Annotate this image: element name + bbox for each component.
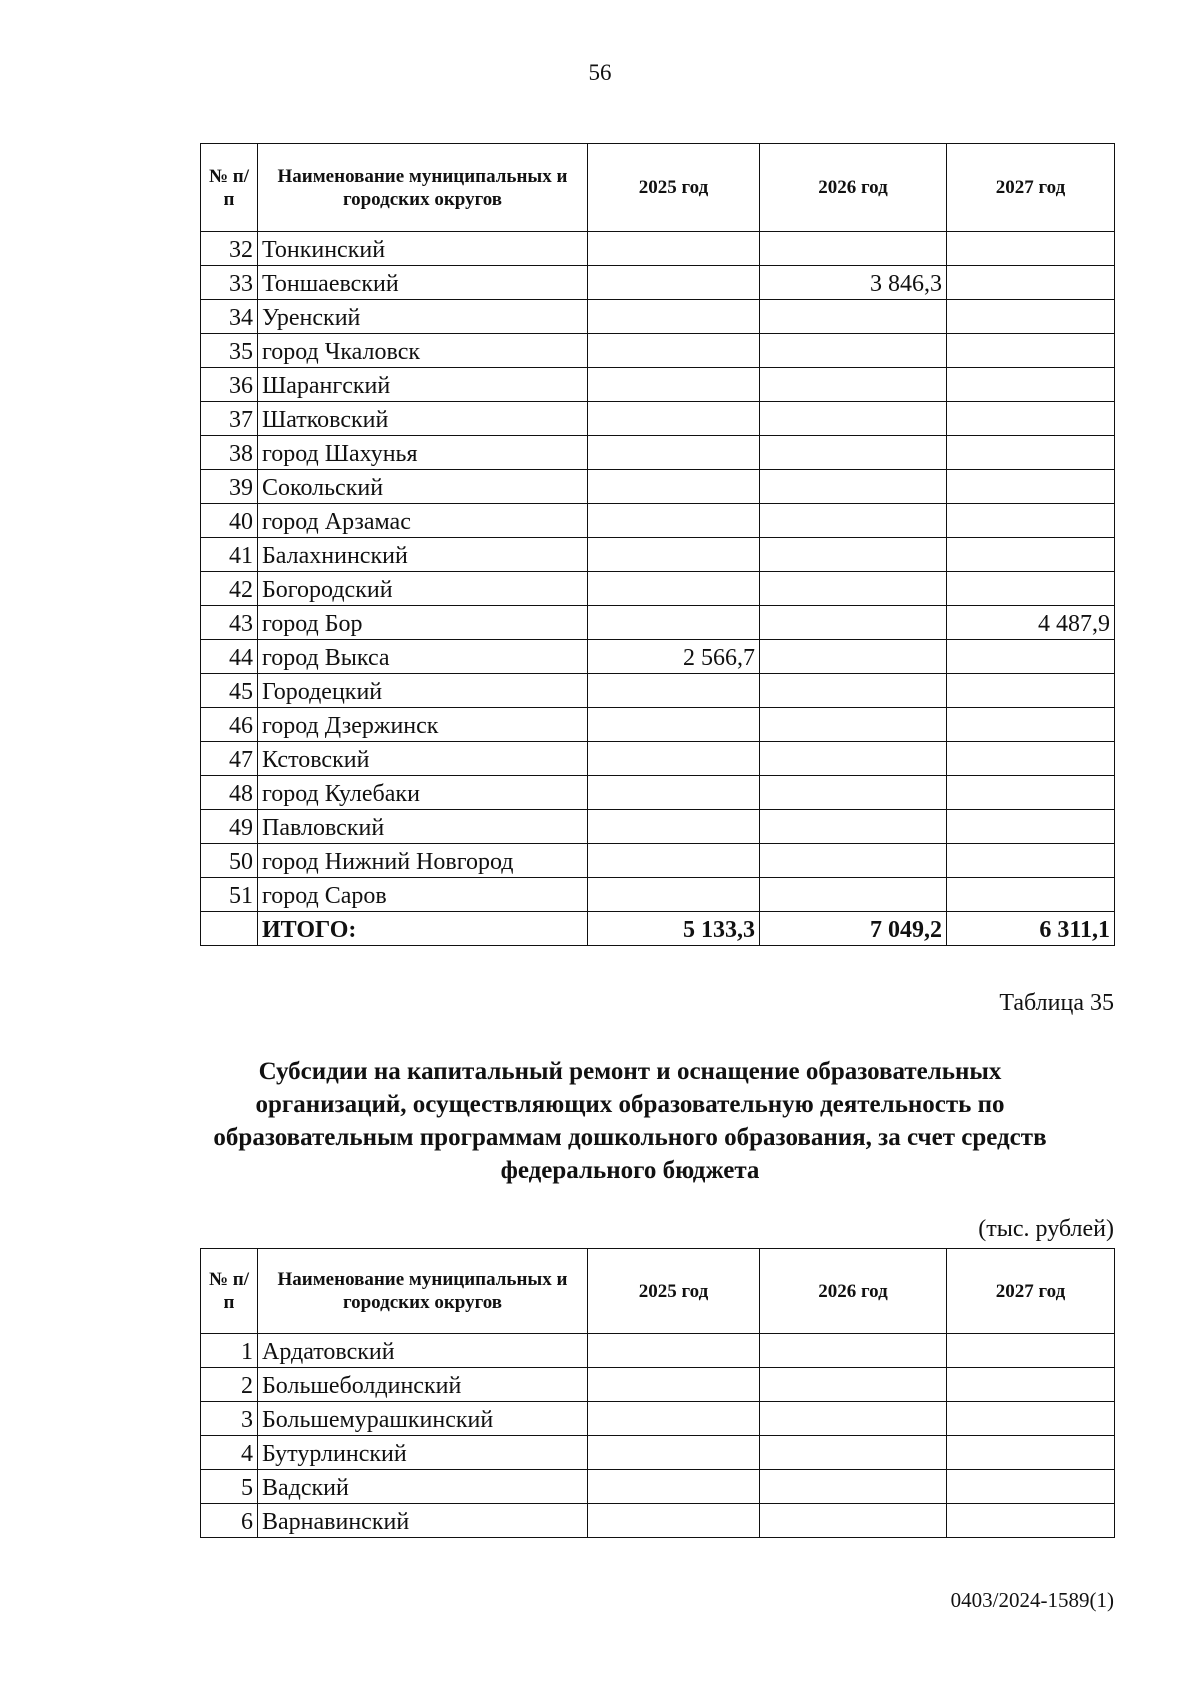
header-name: Наименование муниципальных и городских округов bbox=[258, 1249, 588, 1334]
value-2025 bbox=[588, 1334, 760, 1368]
value-2026 bbox=[760, 470, 947, 504]
header-2027: 2027 год bbox=[947, 1249, 1115, 1334]
value-2025 bbox=[588, 402, 760, 436]
table-row bbox=[201, 1368, 1115, 1402]
table-row bbox=[201, 572, 1115, 606]
value-2026 bbox=[760, 504, 947, 538]
district-name: Тонкинский bbox=[258, 232, 588, 266]
table-caption: Таблица 35 bbox=[999, 990, 1114, 1016]
table-row bbox=[201, 504, 1115, 538]
total-2026: 7 049,2 bbox=[760, 912, 947, 946]
value-2026 bbox=[760, 300, 947, 334]
value-2026 bbox=[760, 810, 947, 844]
row-number: 39 bbox=[201, 470, 258, 504]
header-2027: 2027 год bbox=[947, 144, 1115, 232]
total-2027: 6 311,1 bbox=[947, 912, 1115, 946]
value-2025 bbox=[588, 674, 760, 708]
value-2026 bbox=[760, 1436, 947, 1470]
district-name: город Нижний Новгород bbox=[258, 844, 588, 878]
header-num: № п/п bbox=[201, 1249, 258, 1334]
row-number: 6 bbox=[201, 1504, 258, 1538]
value-2026 bbox=[760, 674, 947, 708]
row-number: 45 bbox=[201, 674, 258, 708]
row-number: 47 bbox=[201, 742, 258, 776]
value-2027 bbox=[947, 1470, 1115, 1504]
row-number: 44 bbox=[201, 640, 258, 674]
value-2025 bbox=[588, 538, 760, 572]
row-number: 35 bbox=[201, 334, 258, 368]
value-2026 bbox=[760, 742, 947, 776]
value-2027 bbox=[947, 368, 1115, 402]
value-2025 bbox=[588, 1504, 760, 1538]
row-number: 37 bbox=[201, 402, 258, 436]
table-row bbox=[201, 1504, 1115, 1538]
value-2025 bbox=[588, 470, 760, 504]
value-2026 bbox=[760, 1334, 947, 1368]
page-number: 56 bbox=[588, 60, 612, 85]
value-2025 bbox=[588, 1402, 760, 1436]
header-2025: 2025 год bbox=[588, 1249, 760, 1334]
value-2027 bbox=[947, 742, 1115, 776]
value-2027 bbox=[947, 844, 1115, 878]
subsidy-table bbox=[200, 1248, 1115, 1538]
value-2026 bbox=[760, 844, 947, 878]
district-name: Кстовский bbox=[258, 742, 588, 776]
header-name: Наименование муниципальных и городских округов bbox=[258, 144, 588, 232]
value-2026 bbox=[760, 776, 947, 810]
total-row bbox=[201, 912, 1115, 946]
value-2026 bbox=[760, 640, 947, 674]
value-2025 bbox=[588, 266, 760, 300]
value-2025 bbox=[588, 708, 760, 742]
value-2027 bbox=[947, 640, 1115, 674]
value-2026 bbox=[760, 334, 947, 368]
row-number: 40 bbox=[201, 504, 258, 538]
table-row bbox=[201, 368, 1115, 402]
district-name: Сокольский bbox=[258, 470, 588, 504]
value-2027 bbox=[947, 776, 1115, 810]
value-2027 bbox=[947, 1504, 1115, 1538]
table-row bbox=[201, 640, 1115, 674]
table-row bbox=[201, 878, 1115, 912]
value-2025 bbox=[588, 504, 760, 538]
table-row bbox=[201, 266, 1115, 300]
row-number: 46 bbox=[201, 708, 258, 742]
unit-label: (тыс. рублей) bbox=[978, 1216, 1114, 1242]
table-row bbox=[201, 674, 1115, 708]
value-2027 bbox=[947, 266, 1115, 300]
district-name: Варнавинский bbox=[258, 1504, 588, 1538]
total-num-cell bbox=[201, 912, 258, 946]
value-2027 bbox=[947, 504, 1115, 538]
value-2026 bbox=[760, 1470, 947, 1504]
district-name: город Арзамас bbox=[258, 504, 588, 538]
table-row bbox=[201, 402, 1115, 436]
value-2027 bbox=[947, 402, 1115, 436]
value-2026 bbox=[760, 1504, 947, 1538]
row-number: 48 bbox=[201, 776, 258, 810]
value-2025 bbox=[588, 1470, 760, 1504]
row-number: 42 bbox=[201, 572, 258, 606]
district-name: Вадский bbox=[258, 1470, 588, 1504]
total-label: ИТОГО: bbox=[258, 912, 588, 946]
value-2025 bbox=[588, 232, 760, 266]
district-name: Уренский bbox=[258, 300, 588, 334]
header-2026: 2026 год bbox=[760, 1249, 947, 1334]
value-2025: 2 566,7 bbox=[588, 640, 760, 674]
table-row bbox=[201, 1402, 1115, 1436]
value-2025 bbox=[588, 436, 760, 470]
value-2025 bbox=[588, 776, 760, 810]
value-2026 bbox=[760, 606, 947, 640]
district-name: Большеболдинский bbox=[258, 1368, 588, 1402]
row-number: 5 bbox=[201, 1470, 258, 1504]
value-2027 bbox=[947, 1334, 1115, 1368]
row-number: 49 bbox=[201, 810, 258, 844]
table-row bbox=[201, 470, 1115, 504]
table-row bbox=[201, 810, 1115, 844]
value-2025 bbox=[588, 572, 760, 606]
value-2027 bbox=[947, 1368, 1115, 1402]
district-name: Шарангский bbox=[258, 368, 588, 402]
value-2025 bbox=[588, 334, 760, 368]
district-name: город Саров bbox=[258, 878, 588, 912]
table-row bbox=[201, 742, 1115, 776]
value-2027 bbox=[947, 1402, 1115, 1436]
value-2026 bbox=[760, 572, 947, 606]
table-row bbox=[201, 844, 1115, 878]
district-name: Шатковский bbox=[258, 402, 588, 436]
value-2026 bbox=[760, 1368, 947, 1402]
value-2026 bbox=[760, 538, 947, 572]
district-name: Ардатовский bbox=[258, 1334, 588, 1368]
value-2026 bbox=[760, 436, 947, 470]
table-row bbox=[201, 1436, 1115, 1470]
row-number: 4 bbox=[201, 1436, 258, 1470]
district-name: Тоншаевский bbox=[258, 266, 588, 300]
table-row bbox=[201, 708, 1115, 742]
value-2026: 3 846,3 bbox=[760, 266, 947, 300]
table-row bbox=[201, 1470, 1115, 1504]
value-2026 bbox=[760, 232, 947, 266]
table-row bbox=[201, 606, 1115, 640]
table-header-row bbox=[201, 1249, 1115, 1334]
row-number: 2 bbox=[201, 1368, 258, 1402]
district-name: Балахнинский bbox=[258, 538, 588, 572]
row-number: 38 bbox=[201, 436, 258, 470]
district-name: город Кулебаки bbox=[258, 776, 588, 810]
value-2025 bbox=[588, 844, 760, 878]
header-num: № п/п bbox=[201, 144, 258, 232]
district-name: город Дзержинск bbox=[258, 708, 588, 742]
row-number: 3 bbox=[201, 1402, 258, 1436]
district-name: Бутурлинский bbox=[258, 1436, 588, 1470]
value-2027: 4 487,9 bbox=[947, 606, 1115, 640]
row-number: 1 bbox=[201, 1334, 258, 1368]
value-2025 bbox=[588, 300, 760, 334]
value-2025 bbox=[588, 368, 760, 402]
row-number: 41 bbox=[201, 538, 258, 572]
value-2025 bbox=[588, 1436, 760, 1470]
value-2026 bbox=[760, 1402, 947, 1436]
value-2027 bbox=[947, 436, 1115, 470]
value-2027 bbox=[947, 538, 1115, 572]
table-row bbox=[201, 232, 1115, 266]
value-2026 bbox=[760, 708, 947, 742]
row-number: 43 bbox=[201, 606, 258, 640]
table-row bbox=[201, 776, 1115, 810]
value-2025 bbox=[588, 742, 760, 776]
allocation-table-continued bbox=[200, 143, 1115, 946]
district-name: Городецкий bbox=[258, 674, 588, 708]
row-number: 50 bbox=[201, 844, 258, 878]
table-row bbox=[201, 1334, 1115, 1368]
district-name: город Чкаловск bbox=[258, 334, 588, 368]
value-2027 bbox=[947, 300, 1115, 334]
row-number: 32 bbox=[201, 232, 258, 266]
value-2027 bbox=[947, 470, 1115, 504]
district-name: город Шахунья bbox=[258, 436, 588, 470]
value-2025 bbox=[588, 878, 760, 912]
row-number: 36 bbox=[201, 368, 258, 402]
district-name: город Выкса bbox=[258, 640, 588, 674]
value-2027 bbox=[947, 878, 1115, 912]
header-2026: 2026 год bbox=[760, 144, 947, 232]
value-2025 bbox=[588, 810, 760, 844]
value-2027 bbox=[947, 1436, 1115, 1470]
district-name: Богородский bbox=[258, 572, 588, 606]
district-name: Павловский bbox=[258, 810, 588, 844]
table-row bbox=[201, 334, 1115, 368]
value-2025 bbox=[588, 1368, 760, 1402]
table-header-row bbox=[201, 144, 1115, 232]
table-row bbox=[201, 538, 1115, 572]
value-2027 bbox=[947, 674, 1115, 708]
value-2027 bbox=[947, 810, 1115, 844]
row-number: 34 bbox=[201, 300, 258, 334]
document-code: 0403/2024-1589(1) bbox=[950, 1588, 1114, 1612]
value-2025 bbox=[588, 606, 760, 640]
value-2026 bbox=[760, 402, 947, 436]
table-title: Субсидии на капитальный ремонт и оснащение образовательных организаций, осуществляющих образовательную деятельность по образовательным программам дошкольного образования, за счет средств федерального бюджета bbox=[213, 1058, 1047, 1184]
value-2027 bbox=[947, 708, 1115, 742]
value-2027 bbox=[947, 572, 1115, 606]
header-2025: 2025 год bbox=[588, 144, 760, 232]
row-number: 51 bbox=[201, 878, 258, 912]
district-name: город Бор bbox=[258, 606, 588, 640]
value-2026 bbox=[760, 878, 947, 912]
value-2027 bbox=[947, 232, 1115, 266]
value-2027 bbox=[947, 334, 1115, 368]
district-name: Большемурашкинский bbox=[258, 1402, 588, 1436]
total-2025: 5 133,3 bbox=[588, 912, 760, 946]
value-2026 bbox=[760, 368, 947, 402]
row-number: 33 bbox=[201, 266, 258, 300]
table-row bbox=[201, 300, 1115, 334]
table-row bbox=[201, 436, 1115, 470]
